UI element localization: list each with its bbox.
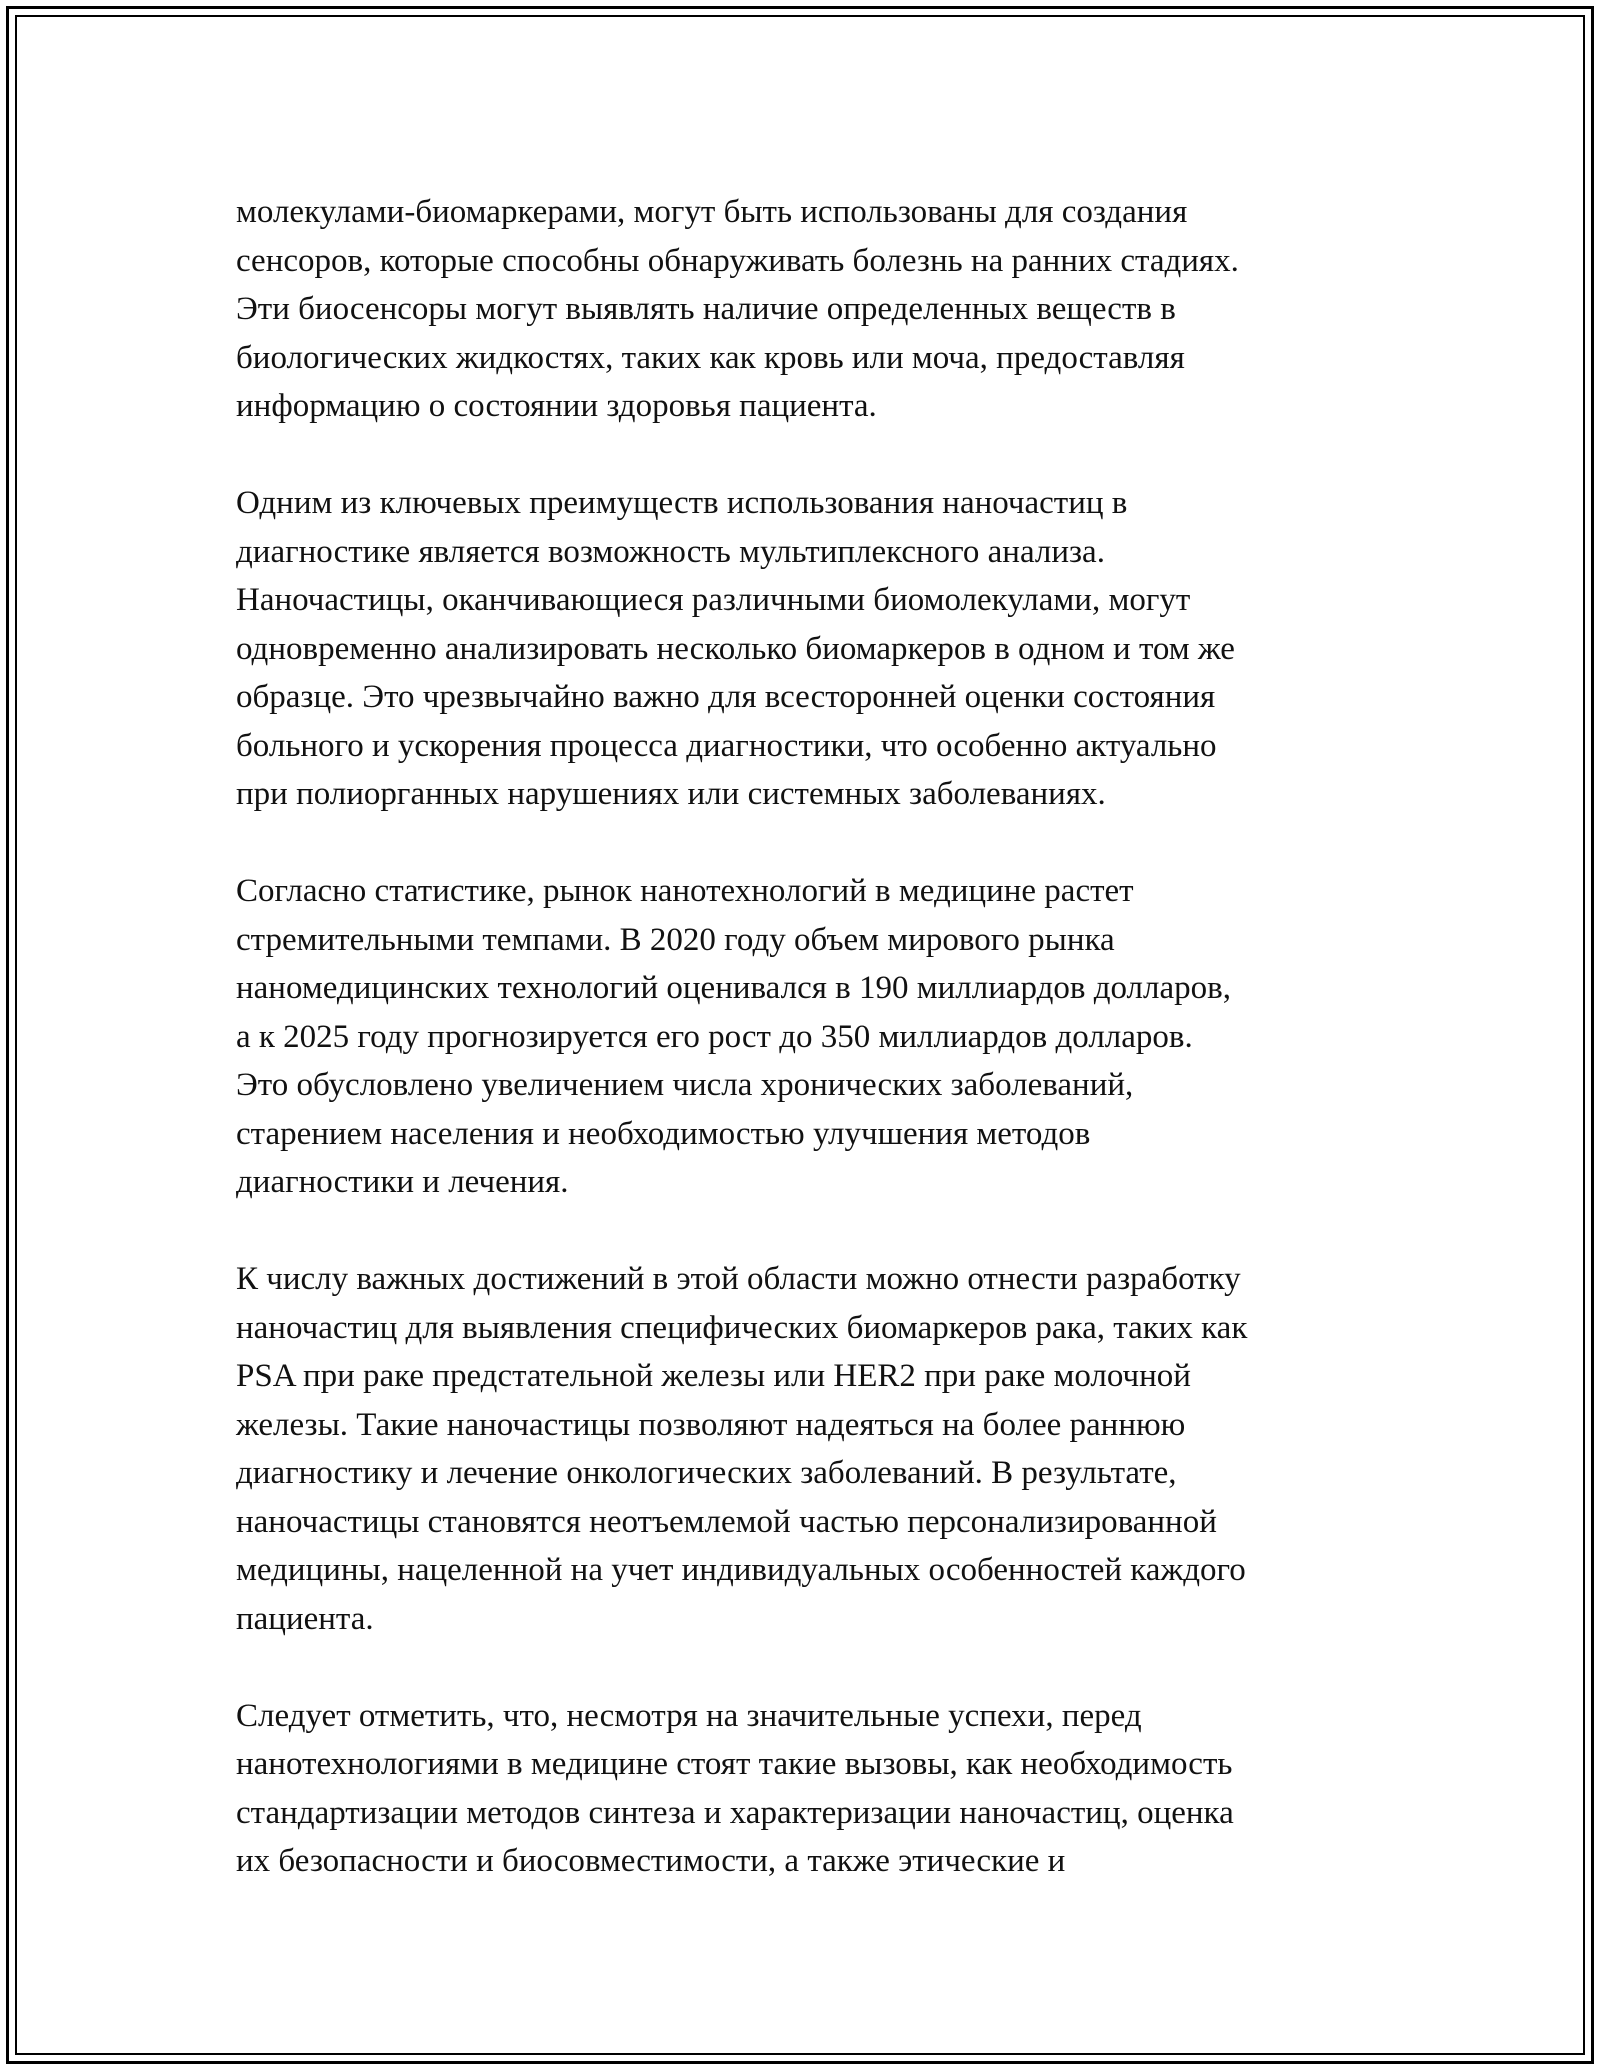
text-line: информацию о состоянии здоровья пациента. (236, 388, 877, 424)
text-line: старением населения и необходимостью улучшения методов (236, 1115, 1091, 1152)
text-line: наночастицы становятся неотъемлемой частью персонализированной (236, 1503, 1217, 1540)
text-line: Это обусловлено увеличением числа хронических заболеваний, (236, 1067, 1134, 1103)
text-line: молекулами-биомаркерами, могут быть использованы для создания (236, 194, 1188, 230)
paragraph-biosensors (236, 188, 1416, 431)
text-line: диагностику и лечение онкологических заболеваний. В результате, (236, 1455, 1177, 1491)
text-line: Следует отметить, что, несмотря на значительные успехи, перед (236, 1697, 1142, 1734)
text-line: железы. Такие наночастицы позволяют надеяться на более раннюю (236, 1406, 1186, 1443)
paragraph-market-statistics (236, 867, 1416, 1207)
paragraph-multiplex-analysis (236, 479, 1416, 819)
text-line: биологических жидкостях, таких как кровь или моча, предоставляя (236, 339, 1185, 376)
text-line: образце. Это чрезвычайно важно для всесторонней оценки состояния (236, 679, 1216, 715)
document-body (236, 188, 1416, 1934)
text-line: Согласно статистике, рынок нанотехнологий в медицине растет (236, 873, 1134, 909)
text-line: сенсоров, которые способны обнаруживать болезнь на ранних стадиях. (236, 242, 1239, 279)
text-line: их безопасности и биосовместимости, а также этические и (236, 1843, 1066, 1879)
text-line: при полиорганных нарушениях или системных заболеваниях. (236, 776, 1106, 812)
paragraph-cancer-biomarkers (236, 1255, 1416, 1643)
text-line: Одним из ключевых преимуществ использования наночастиц в (236, 485, 1128, 521)
text-line: а к 2025 году прогнозируется его рост до 350 миллиардов долларов. (236, 1018, 1193, 1055)
text-line: PSA при раке предстательной железы или HER2 при раке молочной (236, 1358, 1191, 1394)
text-line: одновременно анализировать несколько биомаркеров в одном и том же (236, 630, 1235, 667)
text-line: наночастиц для выявления специфических биомаркеров рака, таких как (236, 1309, 1248, 1346)
text-line: медицины, нацеленной на учет индивидуальных особенностей каждого (236, 1552, 1246, 1588)
text-line: нанотехнологиями в медицине стоят такие вызовы, как необходимость (236, 1746, 1233, 1782)
text-line: диагностики и лечения. (236, 1164, 569, 1200)
text-line: диагностике является возможность мультиплексного анализа. (236, 533, 1105, 570)
text-line: К числу важных достижений в этой области можно отнести разработку (236, 1261, 1241, 1297)
text-line: стремительными темпами. В 2020 году объем мирового рынка (236, 921, 1115, 958)
text-line: больного и ускорения процесса диагностики, что особенно актуально (236, 727, 1217, 764)
text-line: Эти биосенсоры могут выявлять наличие определенных веществ в (236, 291, 1176, 327)
paragraph-challenges (236, 1692, 1416, 1886)
text-line: наномедицинских технологий оценивался в 190 миллиардов долларов, (236, 970, 1231, 1006)
text-line: пациента. (236, 1600, 374, 1637)
text-line: Наночастицы, оканчивающиеся различными биомолекулами, могут (236, 582, 1191, 618)
text-line: стандартизации методов синтеза и характеризации наночастиц, оценка (236, 1794, 1234, 1831)
